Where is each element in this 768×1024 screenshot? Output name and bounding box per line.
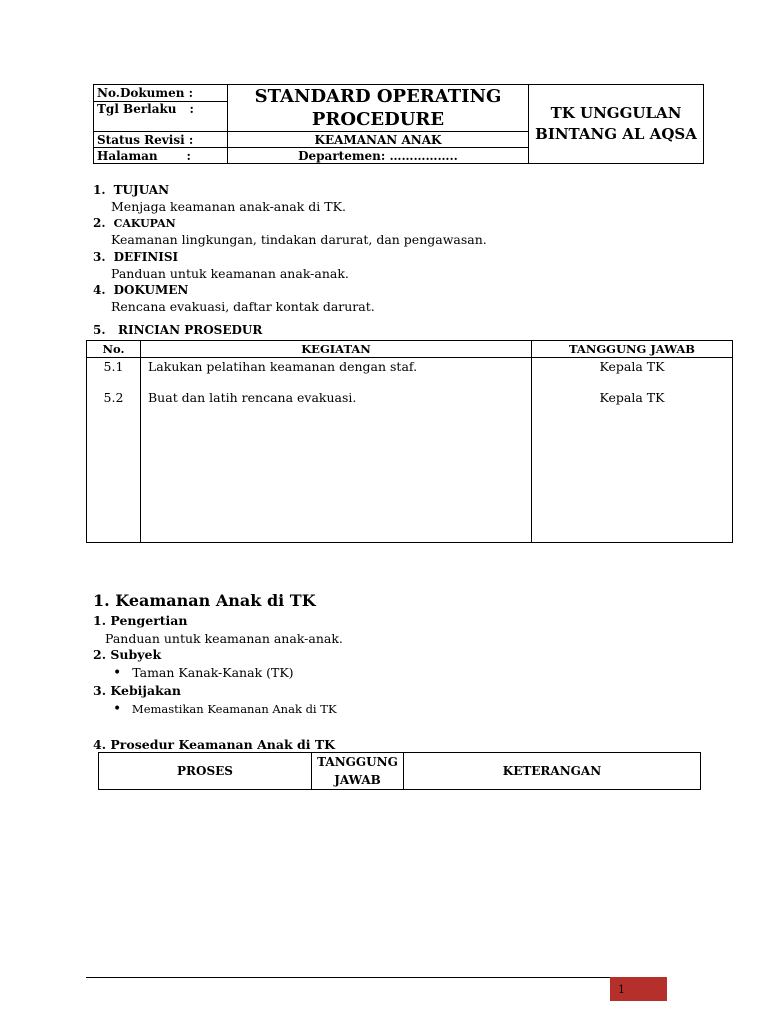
pengertian-heading: 1. Pengertian <box>93 613 188 628</box>
page-number: 1 <box>618 983 625 996</box>
row-kegiatan-2: Buat dan latih rencana evakuasi. <box>148 390 357 405</box>
section-text: Menjaga keamanan anak-anak di TK. <box>111 198 346 214</box>
section-number: 2. <box>93 216 106 231</box>
col-header-keterangan: KETERANGAN <box>404 753 701 790</box>
tgl-berlaku-colon: : <box>189 101 194 116</box>
section-tujuan <box>93 181 487 199</box>
col-header-proses: PROSES <box>99 753 312 790</box>
subyek-bullet <box>113 665 294 681</box>
halaman-cell <box>94 148 228 164</box>
row-no-1: 5.1 <box>103 359 124 374</box>
section-number: 3. <box>93 249 106 264</box>
row-no-2: 5.2 <box>103 390 124 405</box>
row-kegiatan-1: Lakukan pelatihan keamanan dengan staf. <box>148 359 418 374</box>
sop-title-line2: PROCEDURE <box>311 109 445 130</box>
sop-subtitle: KEAMANAN ANAK <box>228 132 529 148</box>
org-name-line2: BINTANG AL AQSA <box>535 125 697 143</box>
halaman-label: Halaman <box>97 148 158 163</box>
row-cell-tanggung-jawab <box>532 358 733 543</box>
page-number-box <box>610 977 667 1001</box>
rincian-heading: 5. RINCIAN PROSEDUR <box>93 323 263 337</box>
rincian-table <box>86 340 733 543</box>
footer-rule <box>86 977 611 978</box>
col-tj-line1: TANGGUNG <box>317 755 398 769</box>
kebijakan-heading: 3. Kebijakan <box>93 683 181 698</box>
section-title: DOKUMEN <box>113 283 189 298</box>
section-title: DEFINISI <box>113 249 179 264</box>
kebijakan-bullet-text: Memastikan Keamanan Anak di TK <box>131 702 337 716</box>
org-name <box>529 85 704 164</box>
section-text: Panduan untuk keamanan anak-anak. <box>111 265 349 281</box>
proses-table <box>98 752 701 790</box>
subyek-bullet-text: Taman Kanak-Kanak (TK) <box>132 665 294 680</box>
kebijakan-bullet <box>113 701 337 717</box>
halaman-colon: : <box>186 148 191 163</box>
tgl-berlaku-label: Tgl Berlaku <box>97 101 177 116</box>
table-row <box>87 358 733 543</box>
no-dokumen-label: No.Dokumen : <box>94 85 228 102</box>
section-text: Rencana evakuasi, daftar kontak darurat. <box>111 298 375 314</box>
section-dokumen <box>93 281 487 299</box>
tgl-berlaku-cell <box>94 101 228 131</box>
status-revisi-label: Status Revisi : <box>94 132 228 148</box>
pengertian-text: Panduan untuk keamanan anak-anak. <box>105 631 343 646</box>
row-tj-1: Kepala TK <box>599 359 665 374</box>
sop-header-table <box>93 84 704 164</box>
row-cell-no <box>87 358 141 543</box>
col-header-tanggung-jawab <box>312 753 404 790</box>
bullet-dot-icon: • <box>113 701 122 717</box>
prosedur-heading: 4. Prosedur Keamanan Anak di TK <box>93 737 335 752</box>
departemen-label: Departemen: …………….. <box>228 148 529 164</box>
section-definisi <box>93 248 487 266</box>
row-tj-2: Kepala TK <box>599 390 665 405</box>
section-title: TUJUAN <box>113 183 170 197</box>
col-header-tanggung-jawab: TANGGUNG JAWAB <box>532 341 733 358</box>
col-tj-line2: JAWAB <box>334 773 381 787</box>
section-number: 1. <box>93 183 106 197</box>
sop-title <box>228 85 529 132</box>
section-text: Keamanan lingkungan, tindakan darurat, dan pengawasan. <box>111 232 487 248</box>
org-name-line1: TK UNGGULAN <box>550 104 682 122</box>
sop-sections <box>93 181 487 315</box>
col-header-kegiatan: KEGIATAN <box>141 341 532 358</box>
col-header-no: No. <box>87 341 141 358</box>
subyek-heading: 2. Subyek <box>93 647 162 662</box>
section-cakupan <box>93 214 487 232</box>
section-number: 4. <box>93 283 106 298</box>
part2-title: 1. Keamanan Anak di TK <box>93 591 316 610</box>
sop-title-line1: STANDARD OPERATING <box>254 86 502 107</box>
row-cell-kegiatan <box>141 358 532 543</box>
bullet-dot-icon: • <box>113 665 122 681</box>
section-title: CAKUPAN <box>113 217 176 231</box>
